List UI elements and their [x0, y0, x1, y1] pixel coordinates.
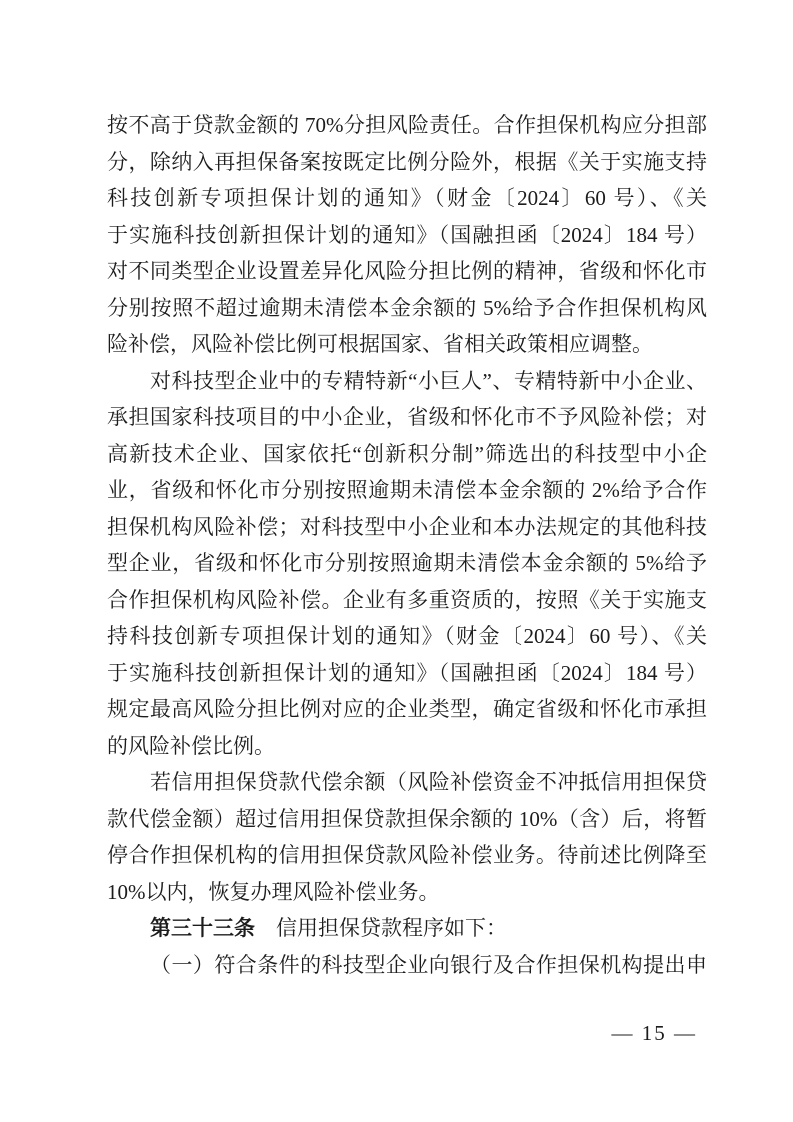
text-line: 险补偿，风险补偿比例可根据国家、省相关政策相应调整。 — [107, 332, 653, 356]
document-body — [107, 107, 707, 983]
text-line: 业，省级和怀化市分别按照逾期未清偿本金余额的 2%给予合作 — [107, 478, 707, 502]
text-line: 于实施科技创新担保计划的通知》（国融担函〔2024〕184 号） — [107, 660, 707, 685]
paragraph — [107, 764, 707, 910]
article-number: 第三十三条 — [150, 916, 255, 940]
text-line: 对不同类型企业设置差异化风险分担比例的精神，省级和怀化市 — [107, 259, 707, 283]
paragraph — [107, 107, 707, 363]
text-line: 按不高于贷款金额的 70%分担风险责任。合作担保机构应分担部 — [107, 113, 707, 137]
paragraph-article-heading — [107, 910, 707, 947]
text-line: 的风险补偿比例。 — [107, 733, 275, 758]
article-title: 信用担保贷款程序如下： — [276, 916, 507, 940]
text-line: 合作担保机构风险补偿。企业有多重资质的，按照《关于实施支 — [107, 587, 707, 612]
text-line: （一）符合条件的科技型企业向银行及合作担保机构提出申 — [150, 952, 707, 977]
paragraph — [107, 363, 707, 765]
text-line: 规定最高风险分担比例对应的企业类型，确定省级和怀化市承担 — [107, 697, 707, 721]
text-line: 停合作担保机构的信用担保贷款风险补偿业务。待前述比例降至 — [107, 843, 707, 867]
text-line: 科技创新专项担保计划的通知》（财金〔2024〕60 号）、《关 — [107, 186, 707, 210]
text-line: 于实施科技创新担保计划的通知》（国融担函〔2024〕184 号） — [107, 222, 707, 247]
text-line: 担保机构风险补偿；对科技型中小企业和本办法规定的其他科技 — [107, 514, 707, 539]
text-line: 10%以内，恢复办理风险补偿业务。 — [107, 879, 440, 904]
article-heading-line — [107, 910, 707, 947]
text-line: 高新技术企业、国家依托“创新积分制”筛选出的科技型中小企 — [107, 441, 707, 466]
text-line: 对科技型企业中的专精特新“小巨人”、专精特新中小企业、 — [150, 368, 707, 393]
text-line: 承担国家科技项目的中小企业，省级和怀化市不予风险补偿；对 — [107, 405, 707, 429]
paragraph — [107, 947, 707, 984]
page-number: — 15 — — [611, 1021, 697, 1045]
text-line: 型企业，省级和怀化市分别按照逾期未清偿本金余额的 5%给予 — [107, 551, 707, 575]
text-line: 款代偿金额）超过信用担保贷款担保余额的 10%（含）后，将暂 — [107, 806, 707, 831]
text-line: 持科技创新专项担保计划的通知》（财金〔2024〕60 号）、《关 — [107, 624, 707, 648]
text-line: 分别按照不超过逾期未清偿本金余额的 5%给予合作担保机构风 — [107, 295, 707, 320]
text-line: 分，除纳入再担保备案按既定比例分险外，根据《关于实施支持 — [107, 149, 707, 174]
text-line: 若信用担保贷款代偿余额（风险补偿资金不冲抵信用担保贷 — [150, 770, 707, 794]
